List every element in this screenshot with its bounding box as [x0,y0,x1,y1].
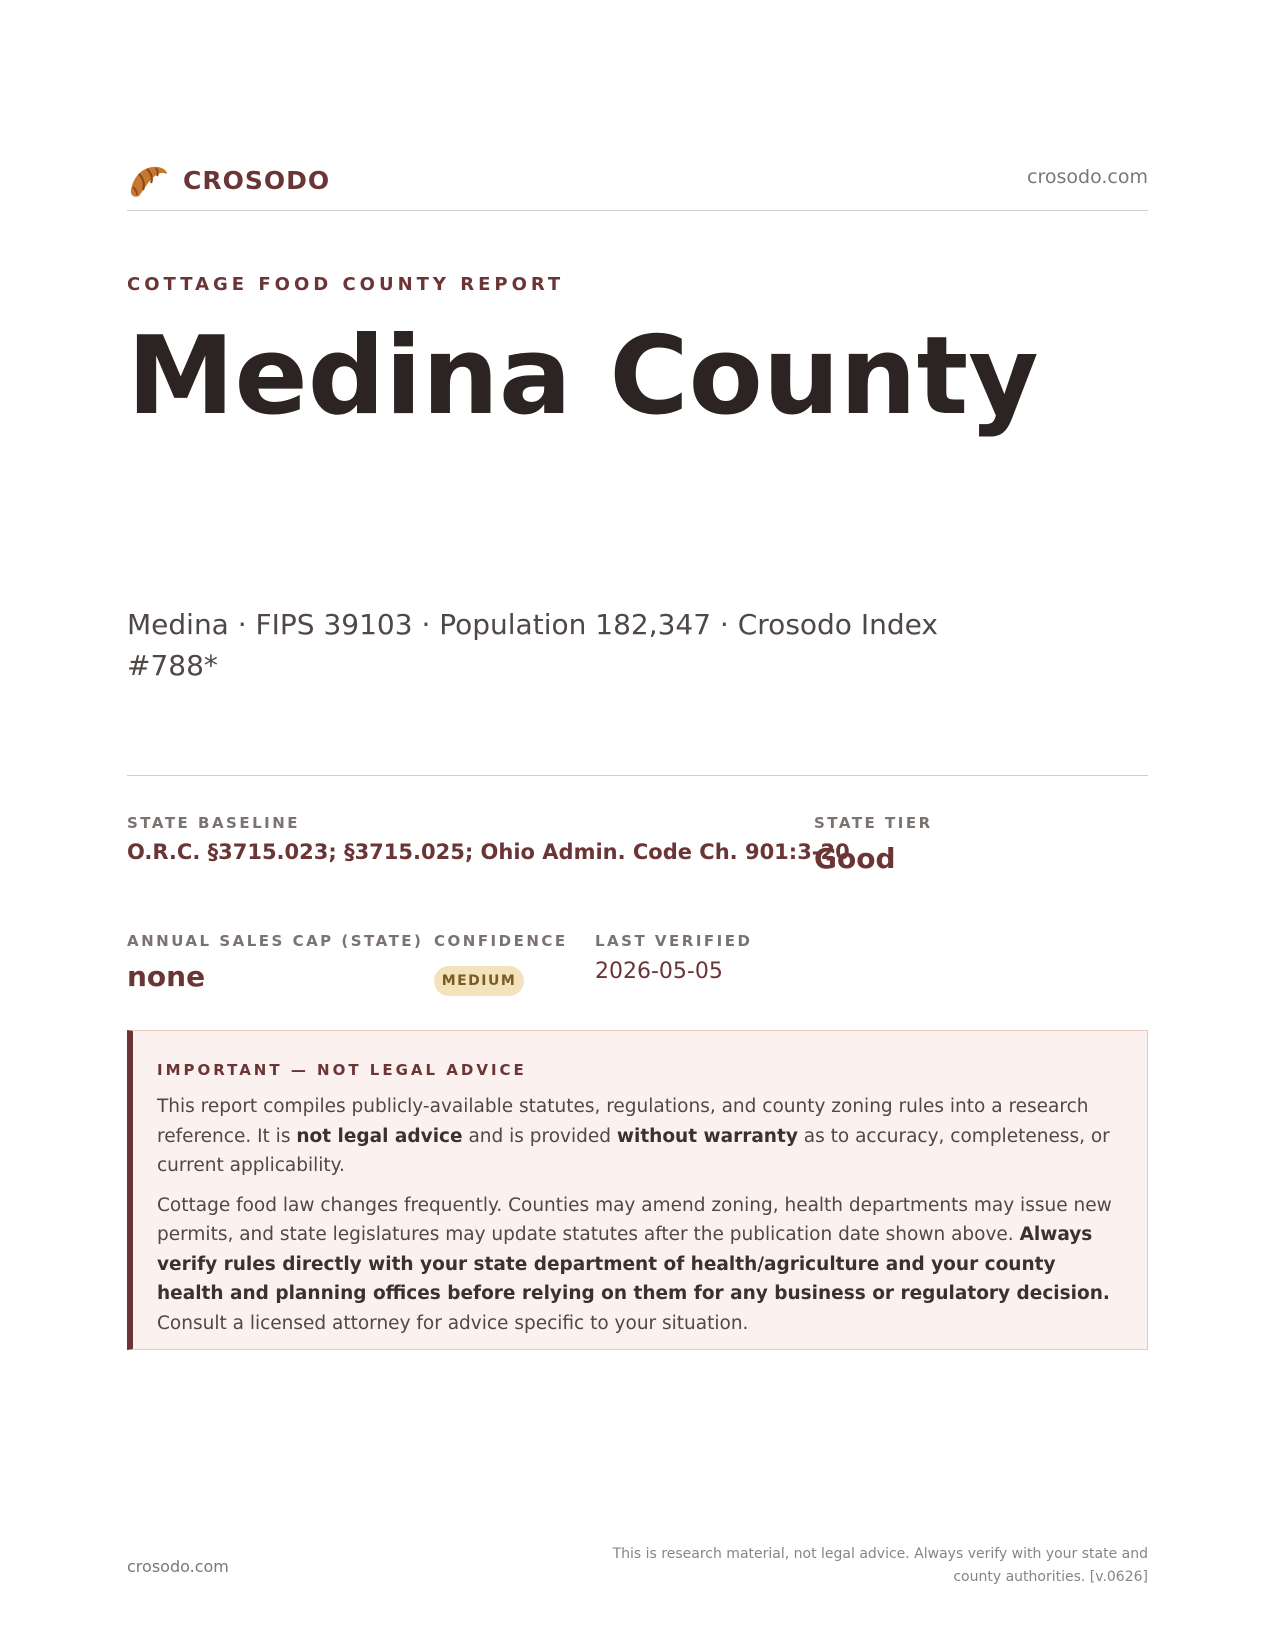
page-header [127,158,1148,211]
brand-name: CROSODO [183,165,331,195]
state-tier-value: Good [814,842,896,875]
footer-disclaimer: This is research material, not legal advice. Always verify with your state and county authorities. [v.0626] [612,1546,1148,1585]
state-baseline-label: STATE BASELINE [127,814,301,832]
state-tier-label: STATE TIER [814,814,933,832]
last-verified-value: 2026-05-05 [595,959,723,984]
notice-paragraph-1: This report compiles publicly-available statutes, regulations, and county zoning rules into a research reference. It is not legal advice and is provided without warranty as to accuracy, completeness, or current applicability. [157,1096,1110,1176]
state-baseline-value: O.R.C. §3715.023; §3715.025; Ohio Admin. Code Ch. 901:3-20 [127,840,850,864]
notice-paragraph-2: Cottage food law changes frequently. Counties may amend zoning, health departments may issue new permits, and state legislatures may update statutes after the publication date shown above. Always verify rules directly with your state department of health/agriculture and your county health and planning offices before relying on them for any business or regulatory decision. Consult a licensed attorney for advice specific to your situation. [157,1194,1112,1334]
croissant-icon [127,160,169,200]
confidence-label: CONFIDENCE [434,932,568,950]
page-title: Medina County [127,314,1039,439]
report-eyebrow: COTTAGE FOOD COUNTY REPORT [127,274,565,295]
confidence-badge: MEDIUM [434,966,524,996]
report-page [127,0,1148,1650]
notice-title: IMPORTANT — NOT LEGAL ADVICE [157,1061,527,1079]
section-divider [127,775,1148,776]
sales-cap-label: ANNUAL SALES CAP (STATE) [127,932,424,950]
county-subtitle: Medina · FIPS 39103 · Population 182,347 · Crosodo Index #788* [127,608,938,682]
footer-site-link[interactable]: crosodo.com [127,1557,229,1576]
last-verified-label: LAST VERIFIED [595,932,753,950]
legal-notice [127,1030,1148,1350]
brand[interactable] [127,160,330,200]
header-site-link[interactable]: crosodo.com [1027,166,1148,188]
sales-cap-value: none [127,960,206,993]
